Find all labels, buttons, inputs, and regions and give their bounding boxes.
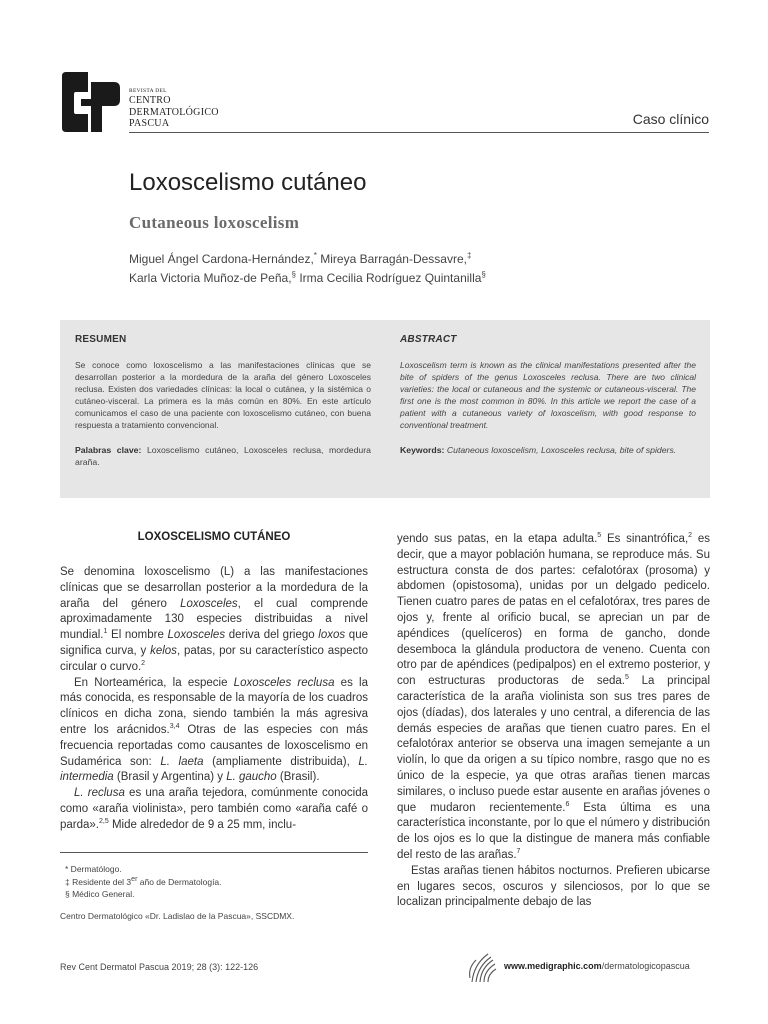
body-column-left — [60, 565, 368, 834]
resumen-column — [75, 334, 371, 468]
website-link[interactable]: www.medigraphic.com/dermatologicopascua — [504, 961, 690, 971]
institution-note: Centro Dermatológico «Dr. Ladislao de la Pascua», SSCDMX. — [60, 911, 295, 921]
journal-name-line1: REVISTA DEL — [129, 88, 167, 94]
article-subtitle: Cutaneous loxoscelism — [129, 213, 300, 232]
abstract-text: Loxoscelism term is known as the clinical manifestations presented after the bite of spiders of the genus Loxosceles reclusa. There are two clinical varieties: the local or cutaneous and the systemic or cutaneous-visceral. The first one is the most common in 80%. In this article we report the case of a patient with a cutaneous variety of loxoscelism, with good response to conventional treatment. — [400, 360, 696, 430]
abstract-heading: ABSTRACT — [400, 334, 457, 345]
journal-name-line3: DERMATOLÓGICO — [129, 106, 219, 118]
footnote: § Médico General. — [65, 889, 135, 899]
paragraph: En Norteamérica, la especie Loxosceles reclusa es la más conocida, es responsable de la mayoría de los cuadros clínicos en dicha zona, siendo también la más agresiva entre los arácnidos.$^{3,4}$ Otras de las especies con más frecuencia reportadas como causantes de loxoscelismo en Sudamérica son: L. laeta (ampliamente distribuida), L. intermedia (Brasil y Argentina) y L. gaucho (Brasil). — [60, 676, 368, 784]
paragraph: Se denomina loxoscelismo (L) a las manifestaciones clínicas que se desarrollan posterior a la mordedura de la araña del género Loxosceles, el cual comprende aproximadamente 130 especies distribuidas a nivel mundial.$^1$ El nombre Loxosceles deriva del griego loxos que significa curva, y kelos, patas, por su característico aspecto circular o curvo.$^2$ — [60, 566, 368, 673]
section-label: Caso clínico — [632, 111, 709, 127]
journal-name-line2: CENTRO — [129, 95, 171, 106]
footnotes — [65, 863, 222, 901]
abstract-box — [60, 320, 710, 498]
journal-logo — [58, 70, 124, 132]
abstract-keywords: Keywords: Cutaneous loxoscelism, Loxosceles reclusa, bite of spiders. — [400, 445, 677, 455]
author-line-1: Miguel Ángel Cardona-Hernández,* Mireya Barragán-Dessavre,‡ — [129, 251, 472, 266]
paragraph: L. reclusa es una araña tejedora, comúnmente conocida como «araña violinista», pero también como «araña café o parda».$^{2,5}$ Mide alrededor de 9 a 25 mm, inclu- — [60, 787, 369, 831]
footnote-divider — [60, 852, 368, 853]
author-list — [129, 250, 729, 288]
paragraph: Estas arañas tienen hábitos nocturnos. Prefieren ubicarse en lugares secos, oscuros y silenciosos, por lo que se localizan principalmente debajo de las — [397, 864, 710, 909]
resumen-heading: RESUMEN — [75, 334, 127, 345]
journal-name — [129, 88, 219, 130]
abstract-column — [400, 334, 696, 456]
section-heading: LOXOSCELISMO CUTÁNEO — [137, 531, 291, 543]
body-column-right — [397, 532, 710, 911]
article-title: Loxoscelismo cutáneo — [129, 169, 367, 196]
resumen-text: Se conoce como loxoscelismo a las manifestaciones clínicas que se desarrollan posterior a la mordedura de la araña del género Loxosceles reclusa. Existen dos variedades clínicas: la local o cutánea, y la sistémica o cutáneo-visceral. La primera es la más común en 80%. En este artículo comunicamos el caso de una paciente con loxoscelismo cutáneo, con buena respuesta a tratamiento convencional. — [75, 360, 371, 430]
journal-name-line4: PASCUA — [129, 118, 170, 129]
paragraph: yendo sus patas, en la etapa adulta.$^5$ Es sinantrófica,$^2$ es decir, que a mayor población humana, se reproduce más. Su estructura consta de dos partes: cefalotórax (prosoma) y abdomen (opistosoma), unidas por un delgado pedicelo. Tienen cuatro pares de patas en el cefalotórax, tres pares de ojos y, frente al orificio bucal, se aprecian un par de apéndices (quelíceros) en forma de gancho, donde desemboca la glándula productora de veneno. Cuenta con otro par de apéndices (pedipalpos) en el extremo posterior, y con estructuras productoras de seda.$^5$ La principal característica de la araña violinista son sus tres pares de ojos (díadas), dos laterales y uno central, a diferencia de las demás especies de arañas que tienen cuatro pares. En el cefalotórax anterior se observa una imagen semejante a un violín, lo que da origen a su típico nombre, rasgo que no es único de la especie, ya que otras arañas tienen marcas similares, o incluso puede estar ausente en arañas jóvenes o que mudaron recientemente.$^6$ Esta última es una característica inconstante, por lo que el número y distribución de los ojos es lo que la distingue de manera más confiable del resto de las arañas.$^7$ — [397, 532, 711, 861]
citation: Rev Cent Dermatol Pascua 2019; 28 (3): 122-126 — [60, 962, 259, 972]
header-divider — [129, 132, 709, 133]
author-line-2: Karla Victoria Muñoz-de Peña,§ Irma Cecilia Rodríguez Quintanilla§ — [129, 270, 486, 285]
resumen-keywords: Palabras clave: Loxoscelismo cutáneo, Loxosceles reclusa, mordedura araña. — [75, 445, 371, 467]
footnote: * Dermatólogo. — [65, 864, 122, 874]
footnote: ‡ Residente del 3er año de Dermatología. — [65, 875, 222, 887]
medigraphic-logo-icon — [466, 950, 500, 984]
